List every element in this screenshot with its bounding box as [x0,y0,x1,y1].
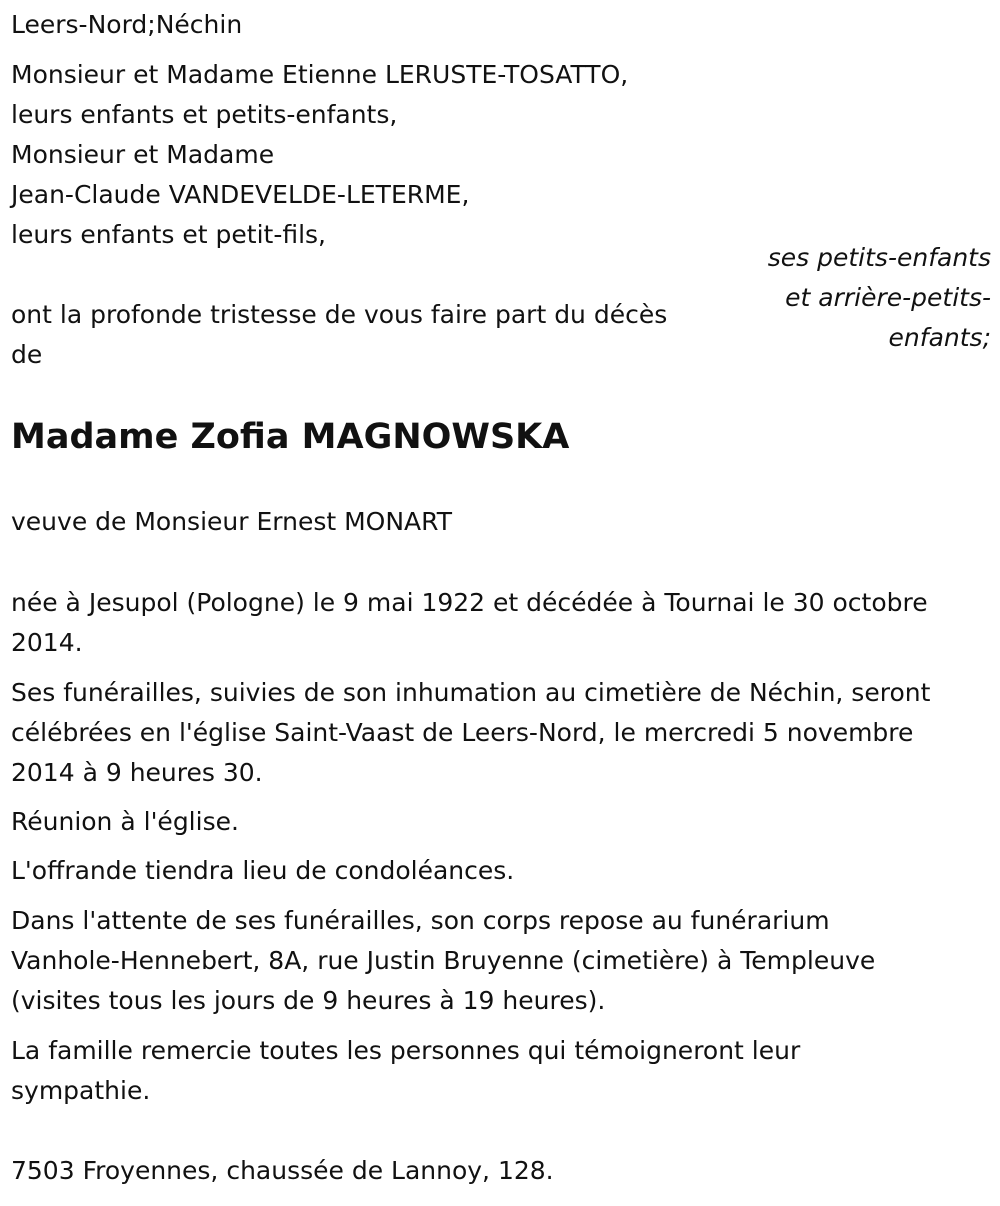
paragraph-line: 2014. [11,628,83,657]
family-line: Monsieur et Madame [11,140,275,169]
announcement-line: ont la profonde tristesse de vous faire part du décès [11,300,668,329]
paragraph-line: Dans l'attente de ses funérailles, son corps repose au funérarium [11,906,830,935]
aside-line: et arrière-petits- [785,283,991,312]
widow-of: veuve de Monsieur Ernest MONART [11,507,452,536]
paragraph-line: La famille remercie toutes les personnes qui témoigneront leur [11,1036,801,1065]
obituary-notice [11,0,991,1206]
family-line: Monsieur et Madame Etienne LERUSTE-TOSATTO, [11,60,629,89]
paragraph-line: Ses funérailles, suivies de son inhumation au cimetière de Néchin, seront [11,678,931,707]
paragraph-line: née à Jesupol (Pologne) le 9 mai 1922 et décédée à Tournai le 30 octobre [11,588,928,617]
place-header: Leers-Nord;Néchin [11,10,243,39]
deceased-name: Madame Zofia MAGNOWSKA [11,417,570,457]
meeting-note: Réunion à l'église. [11,807,239,836]
family-address: 7503 Froyennes, chaussée de Lannoy, 128. [11,1156,554,1185]
aside-line: ses petits-enfants [767,243,991,272]
family-line: leurs enfants et petits-enfants, [11,100,398,129]
offering-note: L'offrande tiendra lieu de condoléances. [11,856,515,885]
family-line: Jean-Claude VANDEVELDE-LETERME, [11,180,470,209]
paragraph-line: sympathie. [11,1076,151,1105]
announcement-line: de [11,340,43,369]
aside-line: enfants; [888,323,991,352]
family-line: leurs enfants et petit-fils, [11,220,327,249]
paragraph-line: célébrées en l'église Saint-Vaast de Leers-Nord, le mercredi 5 novembre [11,718,914,747]
paragraph-line: Vanhole-Hennebert, 8A, rue Justin Bruyenne (cimetière) à Templeuve [11,946,876,975]
paragraph-line: 2014 à 9 heures 30. [11,758,263,787]
paragraph-line: (visites tous les jours de 9 heures à 19 heures). [11,986,606,1015]
